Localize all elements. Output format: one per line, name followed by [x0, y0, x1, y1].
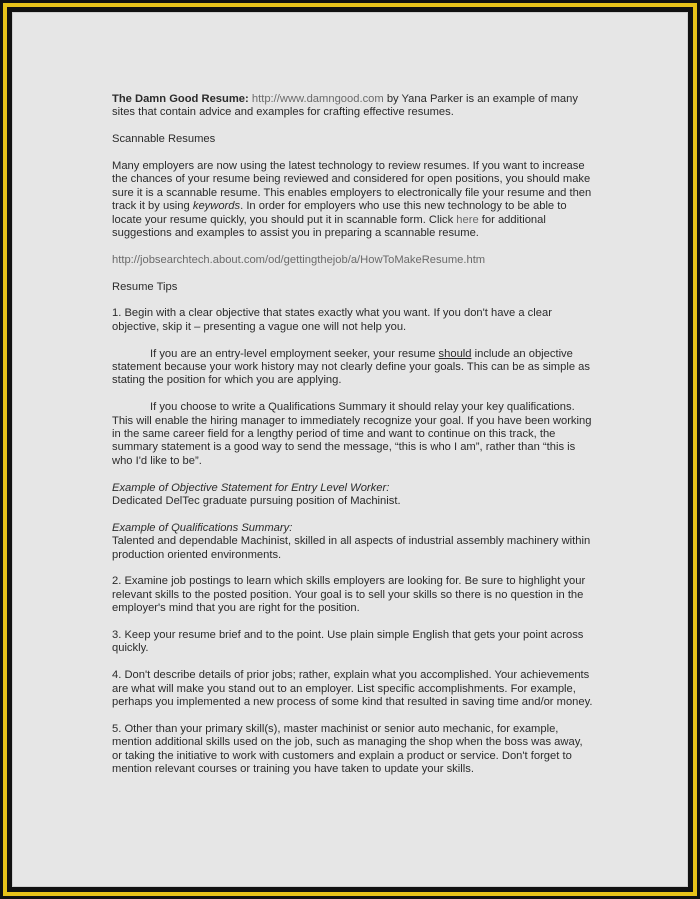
scannable-text-2: . In order for employers who use this new technology to be able to locate your resume quickly, you should put it in scannable form. Click [112, 200, 567, 226]
document-body [112, 93, 594, 790]
tip-1-qualifications: If you choose to write a Qualifications Summary it should relay your key qualifications. This will enable the hiring manager to immediately recognize your goal. If you have been working in the same career field for a lengthy period of time and want to continue on this track, the summary statement is a good way to send the message, “this is who I am”, rather than “this is who I'd like to be”. [112, 401, 592, 467]
intro-url-link[interactable]: http://www.damngood.com [251, 93, 384, 105]
scannable-link-paragraph [112, 254, 594, 267]
tips-heading: Resume Tips [112, 280, 178, 293]
example-qualifications-text: Talented and dependable Machinist, skilled in all aspects of industrial assembly machinery within production oriented environments. [112, 535, 591, 561]
tip-2: 2. Examine job postings to learn which skills employers are looking for. Be sure to highlight your relevant skills to the posted position. Your goal is to sell your skills so there is no question in the employer's mind that you are right for the position. [112, 575, 586, 615]
intro-paragraph [112, 93, 594, 120]
should-underlined: should [438, 347, 472, 360]
scannable-text-3: for additional suggestions and examples to assist you in preparing a scannable resume. [112, 213, 546, 240]
example-objective [112, 482, 594, 509]
tip-4: 4. Don't describe details of prior jobs; rather, explain what you accomplished. Your achievements are what will make you stand out to an employer. List specific accomplishments. For example, perhaps you implemented a new process of some kind that resulted in saving time and/or money. [112, 669, 593, 709]
scannable-text-1: Many employers are now using the latest technology to review resumes. If you want to increase the chances of your resume being reviewed and considered for open positions, you should make sure it is a scannable resume. This enables employers to electronically file your resume and then track it by using [112, 160, 592, 213]
tip-5: 5. Other than your primary skill(s), master machinist or senior auto mechanic, for example, mention additional skills used on the job, such as managing the shop when the boss was away, or taking the initiative to work with customers and explain a product or service. Don't forget to mention relevant courses or training you have taken to update your skills. [112, 722, 583, 776]
scannable-paragraph [112, 160, 594, 240]
tip-1-entry-level [112, 348, 594, 388]
intro-heading: The Damn Good Resume: [112, 93, 249, 105]
scannable-heading: Scannable Resumes [112, 133, 216, 146]
document-page [12, 12, 688, 887]
tip-1a-text: If you are an entry-level employment seeker, your resume [150, 347, 439, 360]
example-objective-text: Dedicated DelTec graduate pursuing position of Machinist. [112, 495, 401, 508]
jobsearchtech-link[interactable]: http://jobsearchtech.about.com/od/gettingthejob/a/HowToMakeResume.htm [112, 253, 486, 266]
tip-3: 3. Keep your resume brief and to the point. Use plain simple English that gets your point across quickly. [112, 629, 584, 655]
here-link[interactable]: here [456, 213, 479, 226]
tip-1a-text-2: include an objective statement because your work history may not clearly define your goals. This can be as simple as stating the position for which you are applying. [112, 347, 590, 387]
example-objective-label: Example of Objective Statement for Entry Level Worker: [112, 481, 390, 494]
intro-text: by Yana Parker is an example of many sites that contain advice and examples for crafting effective resumes. [112, 93, 578, 119]
example-qualifications-label: Example of Qualifications Summary: [112, 521, 293, 534]
keywords-text: keywords [192, 200, 241, 213]
tip-1: 1. Begin with a clear objective that states exactly what you want. If you don't have a clear objective, skip it – presenting a vague one will not help you. [112, 307, 552, 333]
example-qualifications [112, 522, 594, 562]
